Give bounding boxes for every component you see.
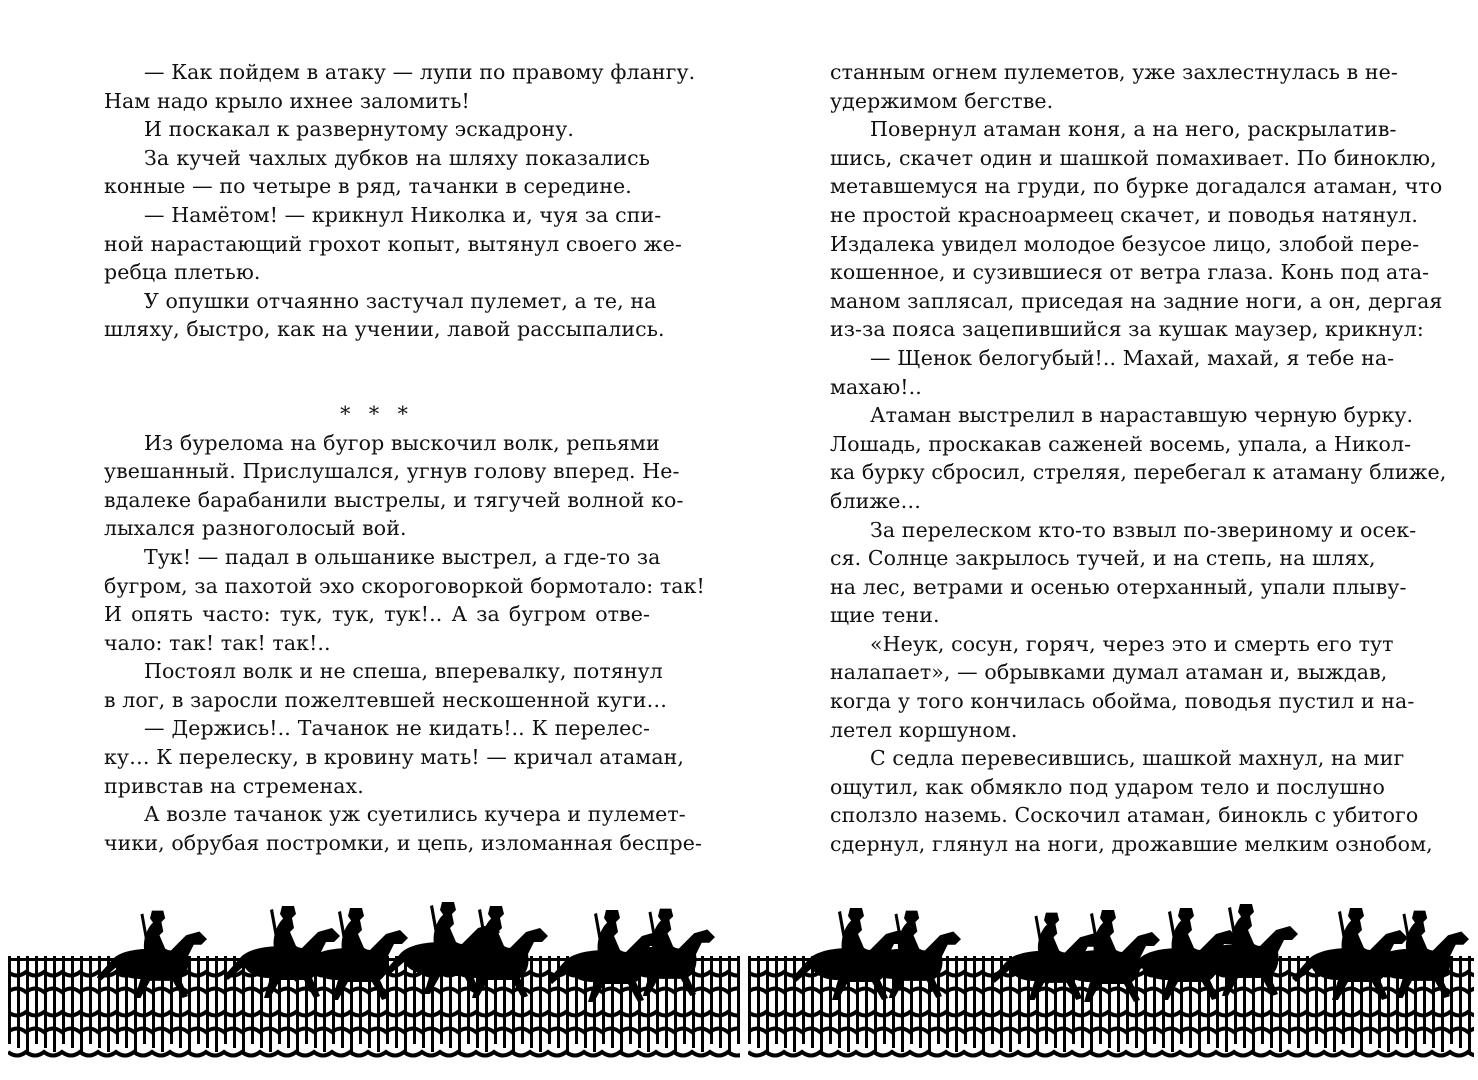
text-line: А возле тачанок уж суетились кучера и пулемет- <box>144 802 686 827</box>
fence-weave <box>748 1029 1474 1033</box>
text-line: ребца плетью. <box>104 260 261 285</box>
text-line: Лошадь, проскакав саженей восемь, упала, а Никол- <box>830 431 1412 456</box>
text-line: чики, обрубая постромки, и цепь, изломанная беспре- <box>104 830 702 855</box>
fence-stake <box>215 956 218 1052</box>
text-line: С седла перевесившись, шашкой махнул, на миг <box>870 746 1405 771</box>
fence-stake <box>793 956 796 1052</box>
text-line: — Как пойдем в атаку — лупи по правому флангу. <box>144 60 696 84</box>
left-page-text <box>104 58 705 857</box>
riders-illustration-right <box>748 880 1474 1060</box>
riders-illustration-left <box>8 880 740 1060</box>
text-line: «Неук, сосун, горяч, через это и смерть его тут <box>870 631 1394 656</box>
fence-weave <box>748 1052 1474 1056</box>
fence-stake <box>71 956 74 1048</box>
text-line: Тук! — падал в ольшанике выстрел, а где-то за <box>144 544 661 569</box>
section-separator: * * * <box>340 401 414 426</box>
fence-stake <box>17 956 20 1048</box>
text-line: щие тени. <box>830 603 940 628</box>
fence-stake <box>98 956 101 1048</box>
fence-stake <box>973 956 976 1048</box>
text-line: Повернул атаман коня, а на него, раскрылатив- <box>870 117 1397 142</box>
text-line: когда у того кончилась обойма, поводья пустил и на- <box>830 689 1415 714</box>
text-line: И поскакал к развернутому эскадрону. <box>144 117 574 142</box>
fence-stake <box>946 956 949 1048</box>
fence-weave <box>8 1052 740 1056</box>
text-line: сдернул, глянул на ноги, дрожавшие мелким ознобом, <box>830 832 1433 857</box>
text-line: маном заплясал, приседая на задние ноги, а он, дергая <box>830 288 1443 313</box>
text-line: лыхался разноголосый вой. <box>104 516 407 541</box>
text-line: удержимом бегстве. <box>830 88 1054 113</box>
text-line: в лог, в заросли пожелтевшей нескошенной куги… <box>104 687 668 712</box>
text-line: кошенное, и сузившиеся от ветра глаза. Конь под ата- <box>830 260 1430 285</box>
text-line: Постоял волк и не спеша, вперевалку, потянул <box>144 659 663 684</box>
text-line: Издалека увидел молодое безусое лицо, злобой пере- <box>830 231 1420 256</box>
fence-stake <box>1279 956 1282 1052</box>
fence-stake <box>719 956 722 1048</box>
text-line: бугром, за пахотой эхо скороговоркой бормотало: так! <box>104 573 705 598</box>
text-line: шляху, быстро, как на учении, лавой рассыпались. <box>104 317 665 342</box>
text-line: конные — по четыре в ряд, тачанки в середине. <box>104 174 632 199</box>
text-line: увешанный. Прислушался, угнув голову вперед. Не- <box>104 459 680 484</box>
text-line: ной нарастающий грохот копыт, вытянул своего же- <box>104 231 682 256</box>
text-line: привстав на стременах. <box>104 773 364 798</box>
text-line: ка бурку сбросил, стреляя, перебегал к атаману ближе, <box>830 460 1447 485</box>
text-line: И опять часто: тук, тук, тук!.. А за бугром отве- <box>104 602 650 627</box>
fence-stake <box>784 956 787 1048</box>
text-line: — Держись!.. Тачанок не кидать!.. К перелес- <box>144 716 650 741</box>
text-line: сползло наземь. Соскочил атаман, бинокль с убитого <box>830 803 1419 828</box>
text-line: ближе… <box>830 488 922 513</box>
text-line: — Щенок белогубый!.. Махай, махай, я тебе на- <box>870 345 1395 370</box>
fence-stake <box>44 956 47 1048</box>
text-line: на лес, ветрами и осенью отерханный, упали плыву- <box>830 574 1407 599</box>
riders-silhouette-left-image <box>8 880 740 1060</box>
text-line: махаю!.. <box>830 374 922 399</box>
text-line: шись, скачет один и шашкой помахивает. По биноклю, <box>830 145 1437 170</box>
text-line: ощутил, как обмякло под ударом тело и послушно <box>830 774 1385 799</box>
fence-stake <box>395 956 398 1048</box>
text-line: летел коршуном. <box>830 717 1018 742</box>
fence-stake <box>757 956 760 1048</box>
text-line: — Намётом! — крикнул Николка и, чуя за спи- <box>144 202 662 227</box>
text-line: Нам надо крыло ихнее заломить! <box>104 88 470 113</box>
text-line: налапает», — обрывками думал атаман и, выждав, <box>830 660 1388 685</box>
text-line: У опушки отчаянно застучал пулемет, а те, на <box>144 288 657 313</box>
fence-stake <box>53 956 56 1052</box>
text-line: вдалеке барабанили выстрелы, и тягучей волной ко- <box>104 487 684 512</box>
text-line: из-за пояса зацепившийся за кушак маузер, крикнул: <box>830 317 1424 342</box>
fence-weave <box>748 1012 1474 1016</box>
fence-weave <box>748 989 1474 993</box>
riders-silhouette-right-image <box>748 880 1474 1060</box>
text-line: Атаман выстрелил в нараставшую черную бурку. <box>870 403 1414 428</box>
fence-stake <box>206 956 209 1048</box>
text-line: За перелеском кто-то взвыл по-звериному и осек- <box>870 517 1417 542</box>
text-line: За кучей чахлых дубков на шляху показались <box>144 145 650 170</box>
fence-stake <box>1459 956 1462 1048</box>
right-page-text <box>830 58 1447 859</box>
fence-stake <box>955 956 958 1052</box>
text-line: не простой красноармеец скачет, и поводья натянул. <box>830 202 1418 227</box>
fence-stake <box>701 956 704 1052</box>
text-line: метавшемуся на груди, по бурке догадался атаман, что <box>830 174 1443 199</box>
fence-stake <box>539 956 542 1052</box>
text-line: станным огнем пулеметов, уже захлестнулась в не- <box>830 60 1398 84</box>
fence-stake <box>530 956 533 1048</box>
text-line: Из бурелома на бугор выскочил волк, репьями <box>144 430 660 455</box>
text-line: ся. Солнце закрылось тучей, и на степь, на шлях, <box>830 546 1376 571</box>
text-line: чало: так! так! так!.. <box>104 630 331 655</box>
text-line: ку… К перелеску, в кровину мать! — кричал атаман, <box>104 745 685 770</box>
